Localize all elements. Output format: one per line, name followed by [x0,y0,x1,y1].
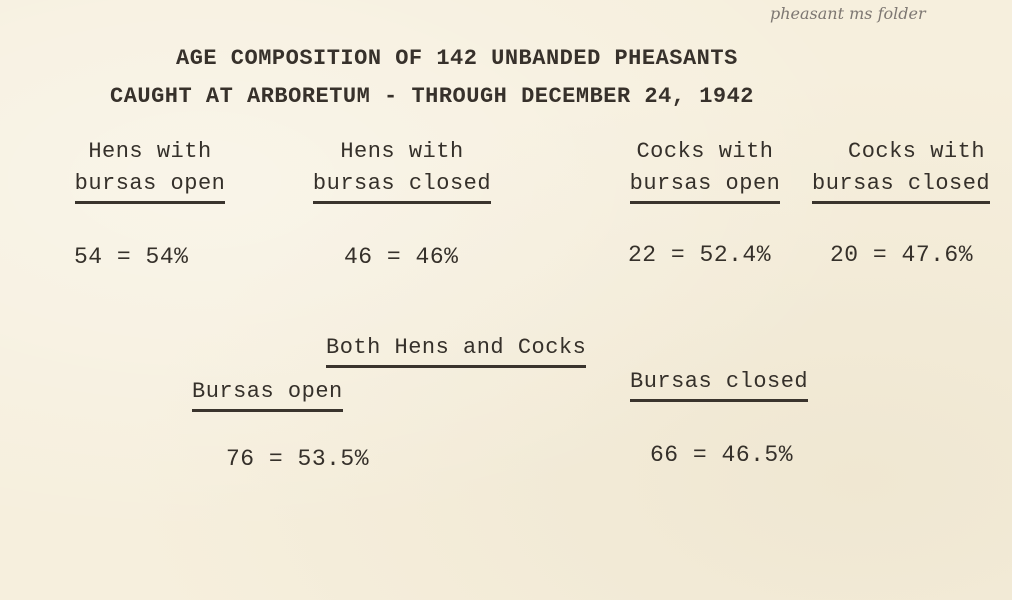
title-line-1: AGE COMPOSITION OF 142 UNBANDED PHEASANTS [176,46,738,71]
combined-heading: Both Hens and Cocks [326,332,586,368]
combined-open-value: 76 = 53.5% [226,446,370,472]
column-value-cocks-closed: 20 = 47.6% [830,242,974,268]
column-header-line2: bursas open [56,168,244,204]
combined-open-label: Bursas open [192,376,343,412]
column-header-line2: bursas closed [290,168,514,204]
title-line-2: CAUGHT AT ARBORETUM - THROUGH DECEMBER 24, 1942 [110,84,755,109]
combined-closed-label: Bursas closed [630,366,808,402]
column-header-line2: bursas closed [812,168,1012,204]
combined-closed-value: 66 = 46.5% [650,442,794,468]
column-header-line1: Cocks with [848,139,986,164]
column-header-line1: Hens with [88,139,212,164]
column-header-hens-closed [290,136,514,204]
column-header-cocks-closed [812,136,1012,204]
column-header-hens-open [56,136,244,204]
handwritten-annotation: pheasant ms folder [770,4,926,23]
column-value-hens-open: 54 = 54% [74,244,189,270]
column-header-line1: Cocks with [636,139,774,164]
column-value-hens-closed: 46 = 46% [344,244,459,270]
column-header-cocks-open [610,136,800,204]
column-value-cocks-open: 22 = 52.4% [628,242,772,268]
column-header-line1: Hens with [340,139,464,164]
column-header-line2: bursas open [610,168,800,204]
